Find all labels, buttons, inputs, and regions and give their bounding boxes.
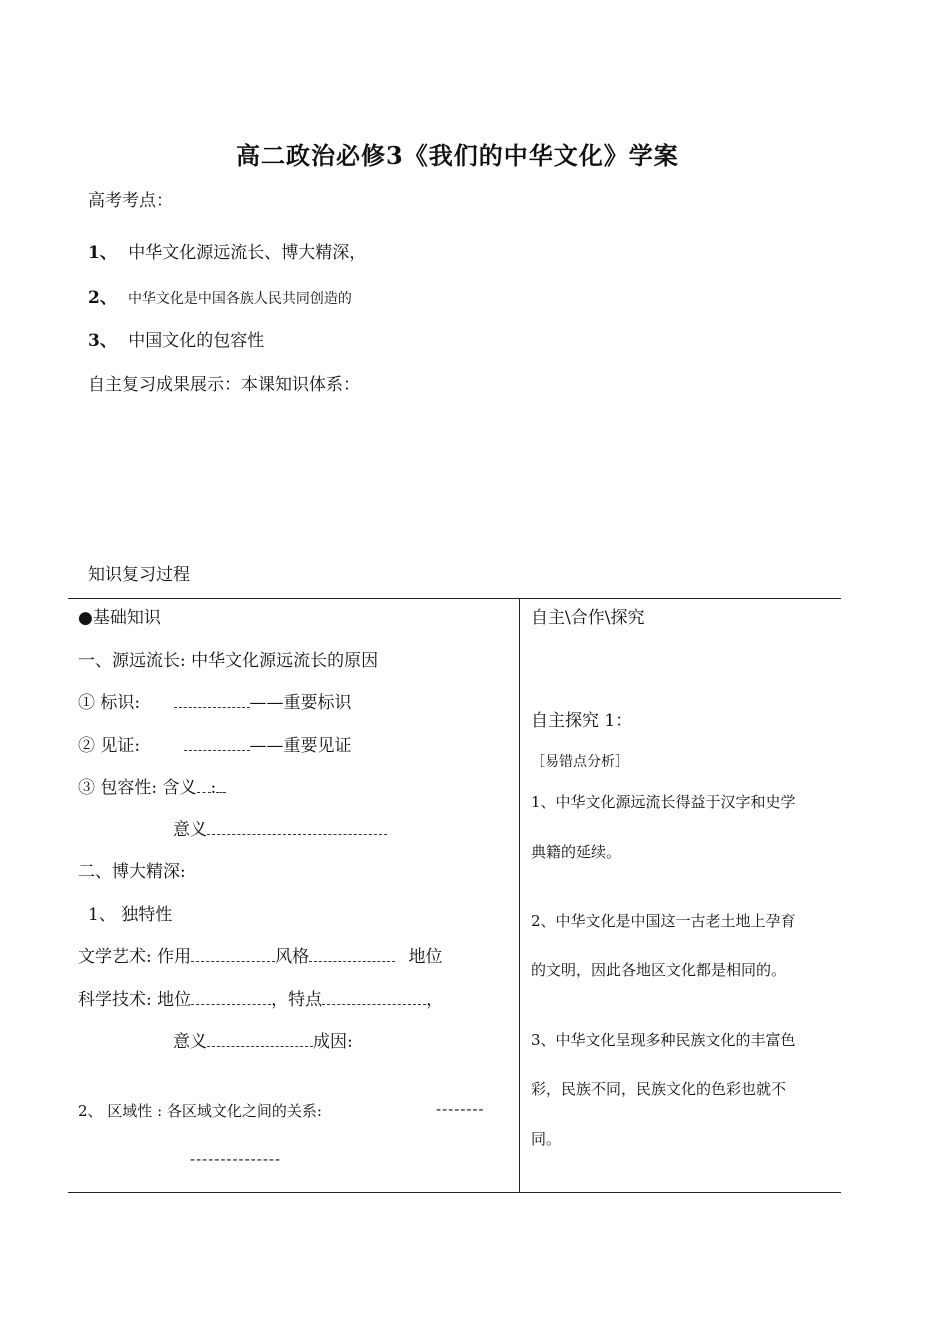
inquiry-1-label: 自主探究 1： (531, 711, 633, 731)
arts-style-blank (309, 947, 395, 962)
exam-point-text: 中国文化的包容性 (128, 331, 265, 351)
regional-dash-line-2: --------------- (190, 1150, 282, 1168)
item-marker-suffix: ——重要标识 (249, 693, 352, 713)
item-witness-suffix: ——重要见证 (249, 736, 352, 756)
science-row (78, 985, 443, 1010)
item-marker-label: ① 标识: (78, 693, 141, 713)
exam-point-3 (88, 326, 264, 351)
science-meaning-blank (207, 1032, 313, 1047)
error-3-line-3: 同。 (531, 1130, 562, 1148)
error-1-line-1: 1、中华文化源远流长得益于汉字和史学 (531, 793, 796, 811)
regional-heading: 2、 区域性 : 各区域文化之间的关系: (78, 1102, 322, 1120)
science-status-blank (191, 990, 271, 1005)
process-heading: 知识复习过程 (88, 565, 190, 585)
table-bottom-border (68, 1192, 841, 1193)
page-title: 高二政治必修3《我们的中华文化》学案 (236, 141, 679, 170)
self-review-heading: 自主复习成果展示：本课知识体系： (88, 375, 360, 395)
exam-point-2 (88, 283, 352, 308)
science-meaning-label: 意义 (173, 1032, 207, 1052)
inclusiveness-blank (197, 778, 211, 793)
meaning-blank (207, 820, 387, 835)
science-label: 科学技术: 地位 (78, 990, 192, 1010)
item-witness-row (78, 731, 352, 756)
exam-point-number: 2、 (88, 288, 117, 308)
arts-style-label: 风格 (275, 947, 310, 967)
meaning-label: 意义 (173, 820, 207, 840)
section-2-heading: 二、博大精深: (78, 862, 186, 882)
uniqueness-heading: 1、 独特性 (88, 905, 173, 925)
arts-role-blank (191, 947, 275, 962)
error-3-line-1: 3、中华文化呈现多种民族文化的丰富色 (531, 1031, 796, 1049)
science-feature-label: ，特点 (271, 990, 323, 1010)
meaning-row (173, 815, 387, 840)
exam-point-number: 3、 (88, 331, 117, 351)
item-inclusiveness-row (78, 773, 226, 798)
section-1-heading: 一、源远流长: 中华文化源远流长的原因 (78, 651, 379, 671)
exam-points-heading: 高考考点： (88, 191, 173, 211)
witness-blank (184, 736, 250, 751)
inclusiveness-colon: : (210, 778, 217, 798)
inclusiveness-blank-2 (216, 778, 226, 793)
error-1-line-2: 典籍的延续。 (531, 843, 622, 861)
item-inclusiveness-label: ③ 包容性: 含义 (78, 778, 197, 798)
exam-point-text: 中华文化是中国各族人民共同创造的 (127, 291, 352, 307)
basic-knowledge-heading: ●基础知识 (78, 608, 161, 628)
arts-status-label: 地位 (408, 947, 443, 967)
marker-blank (174, 693, 250, 708)
exam-point-1 (88, 238, 366, 263)
table-top-border (68, 598, 841, 599)
science-reason-label: 成因: (313, 1032, 353, 1052)
regional-dash-line-1: -------- (436, 1100, 485, 1118)
arts-label: 文学艺术: 作用 (78, 947, 192, 967)
inquiry-column-heading: 自主\合作\探究 (531, 608, 645, 628)
error-2-line-2: 的文明，因此各地区文化都是相同的。 (531, 961, 787, 979)
science-feature-blank (322, 990, 426, 1005)
item-marker-row (78, 688, 352, 713)
error-analysis-label: ［易错点分析］ (531, 754, 629, 770)
arts-row (78, 942, 443, 967)
table-column-divider (519, 598, 520, 1193)
exam-point-text: 中华文化源远流长、博大精深， (128, 243, 367, 263)
item-witness-label: ② 见证: (78, 736, 141, 756)
error-2-line-1: 2、中华文化是中国这一古老土地上孕育 (531, 912, 796, 930)
error-3-line-2: 彩，民族不同，民族文化的色彩也就不 (531, 1080, 787, 1098)
science-comma: ， (426, 990, 444, 1010)
exam-point-number: 1、 (88, 243, 117, 263)
science-meaning-row (173, 1027, 353, 1052)
